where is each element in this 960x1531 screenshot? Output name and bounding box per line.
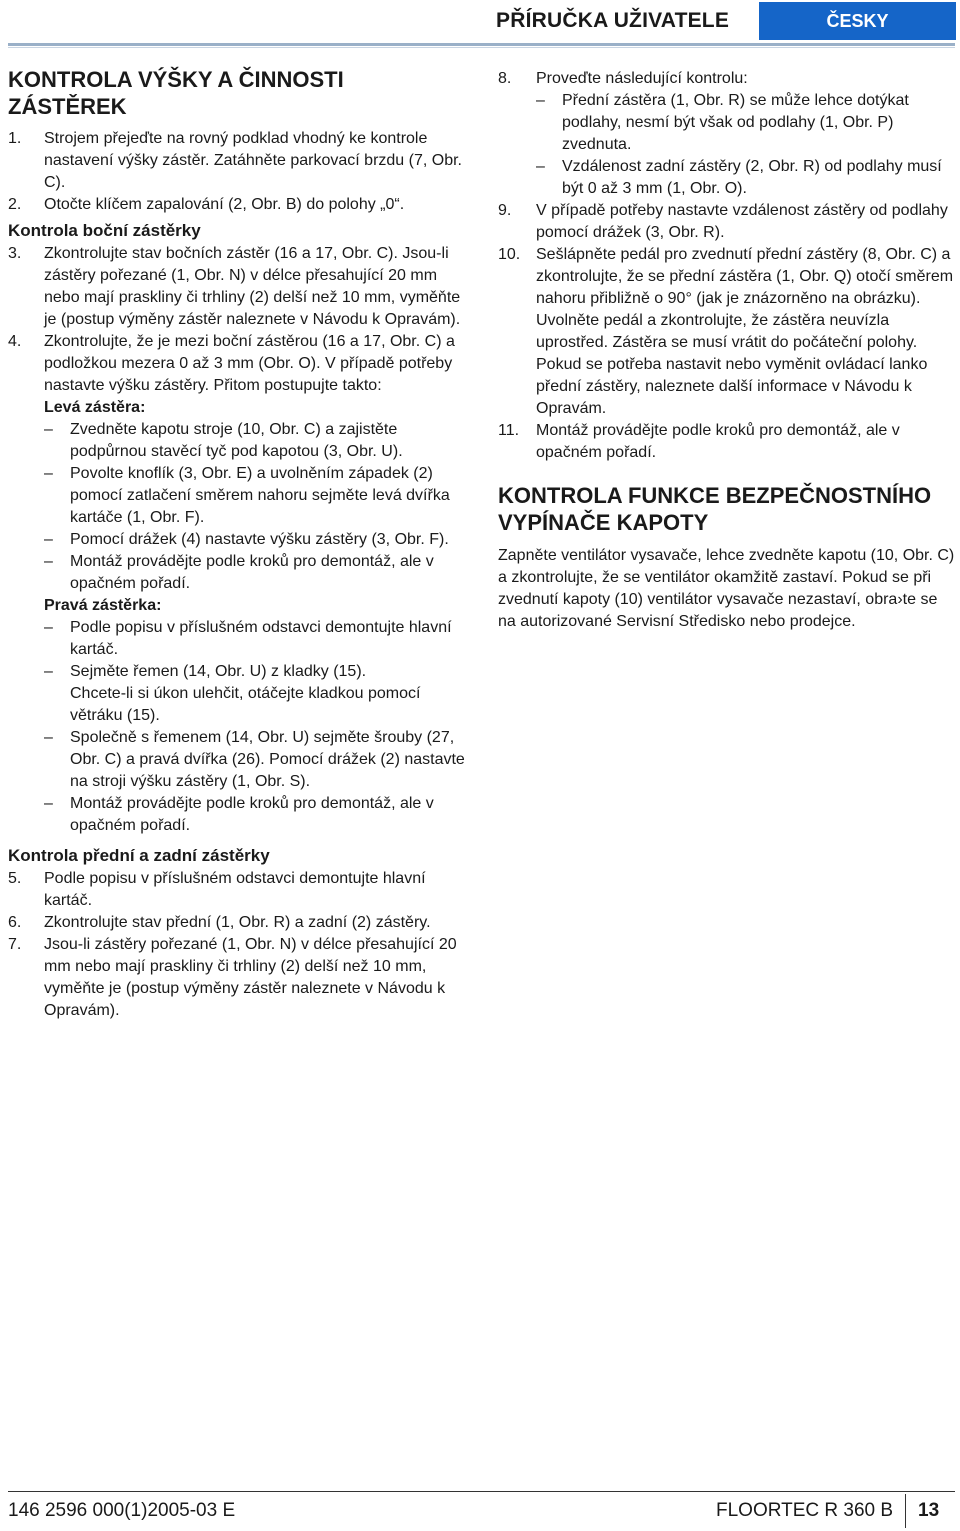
step-text: V případě potřeby nastavte vzdálenost zástěry od podlahy pomocí drážek (3, Obr. R). [536, 202, 948, 241]
list-item: – Vzdálenost zadní zástěry (2, Obr. R) od podlahy musí být 0 až 3 mm (1, Obr. O). [536, 156, 956, 200]
subheading-side-flap: Kontrola boční zástěrky [8, 221, 201, 240]
step-text: Montáž provádějte podle kroků pro demontáž, ale v opačném pořadí. [536, 422, 900, 461]
left-flap-label: Levá zástěra: [44, 399, 146, 416]
list-item: – Přední zástěra (1, Obr. R) se může lehce dotýkat podlahy, nesmí být však od podlahy (1, Obr. P) zvednuta. [536, 90, 956, 156]
step-1 [8, 128, 468, 194]
step-number: 6. [8, 914, 22, 931]
list-item: – Povolte knoflík (3, Obr. E) a uvolněním západek (2) pomocí zatlačení směrem nahoru sejměte levá dvířka kartáče (1, Obr. F). [44, 463, 468, 529]
step-text: Zkontrolujte stav bočních zástěr (16 a 17, Obr. C). Jsou-li zástěry pořezané (1, Obr. N) v délce přesahující 20 mm nebo mají praskliny či trhliny (2) delší než 10 mm, vyměňte je (postup výměny zástěr naleznete v Návodu k Opravám). [44, 245, 461, 328]
step-11 [498, 420, 956, 464]
list-item: – Montáž provádějte podle kroků pro demontáž, ale v opačném pořadí. [44, 793, 468, 837]
step-text: Jsou-li zástěry pořezané (1, Obr. N) v délce přesahující 20 mm nebo mají praskliny či trhliny (2) delší než 10 mm, vyměňte je (postup výměny zástěr naleznete v Návodu k Opravám). [44, 936, 457, 1019]
list-item: – Montáž provádějte podle kroků pro demontáž, ale v opačném pořadí. [44, 551, 468, 595]
step-3 [8, 243, 468, 331]
section-heading-height-check: KONTROLA VÝŠKY A ČINNOSTI ZÁSTĚREK [8, 67, 344, 119]
manual-title: PŘÍRUČKA UŽIVATELE [496, 9, 730, 32]
left-column [8, 66, 468, 1022]
step-number: 11. [498, 422, 520, 439]
section-heading-safety-switch: KONTROLA FUNKCE BEZPEČNOSTNÍHO VYPÍNAČE KAPOTY [498, 483, 932, 535]
step-2 [8, 194, 468, 216]
step-number: 5. [8, 870, 22, 887]
list-item: – Podle popisu v příslušném odstavci demontujte hlavní kartáč. [44, 617, 468, 661]
step-number: 3. [8, 245, 22, 262]
machine-model: FLOORTEC R 360 B [716, 1500, 894, 1521]
step-7 [8, 934, 468, 1022]
right-flap-label: Pravá zástěrka: [44, 597, 162, 614]
step-8 [498, 68, 956, 200]
page-number: 13 [918, 1500, 940, 1521]
language-badge: ČESKY [759, 2, 956, 40]
step-9 [498, 200, 956, 244]
note-text: Chcete-li si úkon ulehčit, otáčejte kladkou pomocí větráku (15). [70, 685, 421, 724]
step-number: 9. [498, 202, 512, 219]
step-number: 2. [8, 196, 22, 213]
step-text: Zkontrolujte stav přední (1, Obr. R) a zadní (2) zástěry. [44, 914, 431, 931]
footer-divider [8, 1491, 955, 1492]
list-item: – Sejměte řemen (14, Obr. U) z kladky (15). Chcete-li si úkon ulehčit, otáčejte kladkou pomocí větráku (15). [44, 661, 468, 727]
subheading-front-rear-flap: Kontrola přední a zadní zástěrky [8, 846, 270, 865]
header-divider-secondary [8, 47, 955, 48]
step-text: Strojem přejeďte na rovný podklad vhodný ke kontrole nastavení výšky zástěr. Zatáhněte parkovací brzdu (7, Obr. C). [44, 130, 462, 191]
step-5 [8, 868, 468, 912]
list-item: – Pomocí drážek (4) nastavte výšku zástěry (3, Obr. F). [44, 529, 468, 551]
step-number: 8. [498, 70, 512, 87]
list-item: – Společně s řemenem (14, Obr. U) sejměte šrouby (27, Obr. C) a pravá dvířka (26). Pomocí drážek (2) nastavte na stroji výšku zástěry (1, Obr. S). [44, 727, 468, 793]
step-text: Zkontrolujte, že je mezi boční zástěrou (16 a 17, Obr. C) a podložkou mezera 0 až 3 mm (Obr. O). V případě potřeby nastavte výšku zástěry. Přitom postupujte takto: [44, 333, 455, 394]
step-4 [8, 331, 468, 837]
step-6 [8, 912, 468, 934]
step-10 [498, 244, 956, 420]
step-number: 1. [8, 130, 22, 147]
step-text: Otočte klíčem zapalování (2, Obr. B) do polohy „0“. [44, 196, 405, 213]
step-number: 4. [8, 333, 22, 350]
step-text: Sešlápněte pedál pro zvednutí přední zástěry (8, Obr. C) a zkontrolujte, že se přední zástěra (1, Obr. Q) otočí směrem nahoru přibližně o 90° (jak je znázorněno na obrázku). Uvolněte pedál a zkontrolujte, že zástěra neuvízla uprostřed. Zástěra se musí vrátit do počáteční polohy. Pokud se potřeba nastavit nebo vyměnit ovládací lanko přední zástěry, naleznete další informace v Návodu k Opravám. [536, 246, 954, 417]
step-number: 7. [8, 936, 22, 953]
safety-switch-paragraph: Zapněte ventilátor vysavače, lehce zvedněte kapotu (10, Obr. C) a zkontrolujte, že se ventilátor okamžitě zastaví. Pokud se při zvednutí kapoty (10) ventilátor vysavače nezastaví, obra›te se na autorizované Servisní Středisko nebo prodejce. [498, 547, 955, 630]
header-divider [8, 43, 955, 46]
document-number: 146 2596 000(1)2005-03 E [8, 1500, 236, 1521]
right-column [498, 68, 956, 633]
footer-separator [905, 1494, 906, 1528]
step-number: 10. [498, 246, 521, 263]
list-item: – Zvedněte kapotu stroje (10, Obr. C) a zajistěte podpůrnou stavěcí tyč pod kapotou (3, Obr. U). [44, 419, 468, 463]
step-text: Proveďte následující kontrolu: [536, 70, 748, 87]
step-text: Podle popisu v příslušném odstavci demontujte hlavní kartáč. [44, 870, 426, 909]
